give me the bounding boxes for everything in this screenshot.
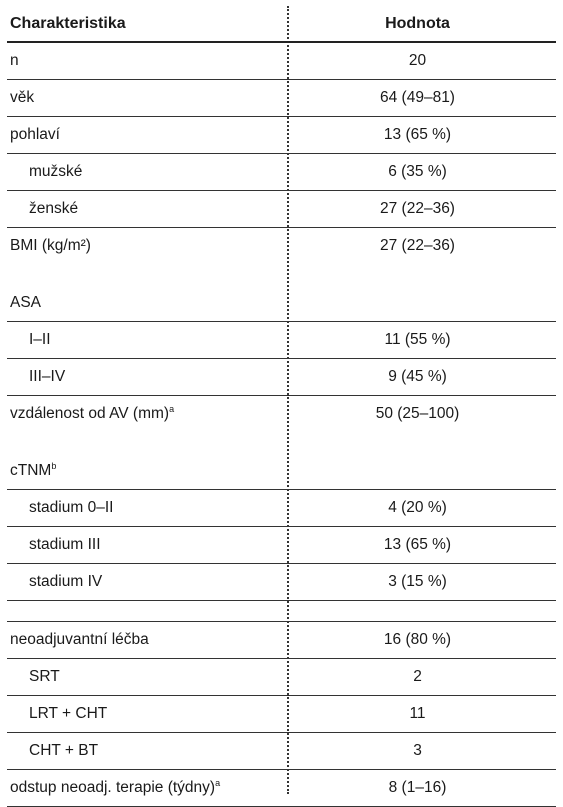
table-row [7, 322, 556, 359]
row-value: 27 (22–36) [380, 237, 455, 254]
spacer-row [7, 432, 556, 453]
table-row [7, 228, 556, 264]
table-row [7, 396, 556, 432]
table-row [7, 117, 556, 154]
row-label: stadium IV [29, 573, 103, 590]
row-value: 20 [408, 52, 427, 69]
table-row [7, 490, 556, 527]
row-label: SRT [29, 668, 60, 685]
row-value: 2 [413, 668, 422, 685]
row-label: vzdálenost od AV (mm)$^a$ [10, 403, 175, 422]
row-label: mužské [29, 163, 83, 180]
row-value: 16 (80 %) [383, 631, 452, 648]
row-value: 8 (1–16) [388, 779, 447, 796]
row-label: věk [10, 89, 35, 106]
characteristics-table [7, 6, 556, 807]
spacer-row [7, 264, 556, 285]
table-row [7, 154, 556, 191]
row-value: 11 (55 %) [384, 331, 451, 348]
table-header-row [7, 6, 556, 43]
header-value: Hodnota [385, 14, 450, 32]
table-row [7, 453, 556, 490]
row-label: pohlaví [10, 126, 60, 143]
row-value: 3 (15 %) [388, 573, 447, 590]
table-row [7, 191, 556, 228]
row-value: 11 [409, 705, 426, 722]
row-label: ASA [10, 294, 42, 311]
row-value: 3 [413, 742, 422, 759]
row-value: 6 (35 %) [388, 163, 447, 180]
row-label: I–II [29, 331, 51, 348]
row-label: CHT + BT [29, 742, 99, 759]
row-label: BMI (kg/m²) [10, 237, 91, 254]
row-value: 13 (65 %) [383, 126, 452, 143]
row-label: ženské [29, 200, 79, 217]
footnote-marker: a [169, 403, 175, 414]
footnote-marker: a [215, 777, 221, 788]
table-row [7, 359, 556, 396]
row-label: stadium III [29, 536, 101, 553]
row-label: III–IV [29, 368, 66, 385]
table-row [7, 770, 556, 807]
table-row [7, 527, 556, 564]
row-label: neoadjuvantní léčba [10, 631, 149, 648]
header-characteristic: Charakteristika [10, 14, 126, 32]
table-row [7, 285, 556, 322]
table-row [7, 43, 556, 80]
row-value: 9 (45 %) [388, 368, 447, 385]
table-row [7, 622, 556, 659]
row-value: 13 (65 %) [383, 536, 452, 553]
table-row [7, 696, 556, 733]
row-label: LRT + CHT [29, 705, 108, 722]
row-value: 27 (22–36) [380, 200, 455, 217]
table-row [7, 80, 556, 117]
row-value: 50 (25–100) [375, 405, 460, 422]
row-label: n [10, 52, 19, 69]
row-label: cTNM$^b$ [10, 460, 57, 479]
table-row [7, 564, 556, 601]
footnote-marker: b [51, 460, 57, 471]
spacer-row [7, 601, 556, 622]
row-value: 64 (49–81) [380, 89, 455, 106]
row-value: 4 (20 %) [388, 499, 447, 516]
row-label: stadium 0–II [29, 499, 114, 516]
table-row [7, 733, 556, 770]
row-label: odstup neoadj. terapie (týdny)$^a$ [10, 777, 221, 796]
table-row [7, 659, 556, 696]
